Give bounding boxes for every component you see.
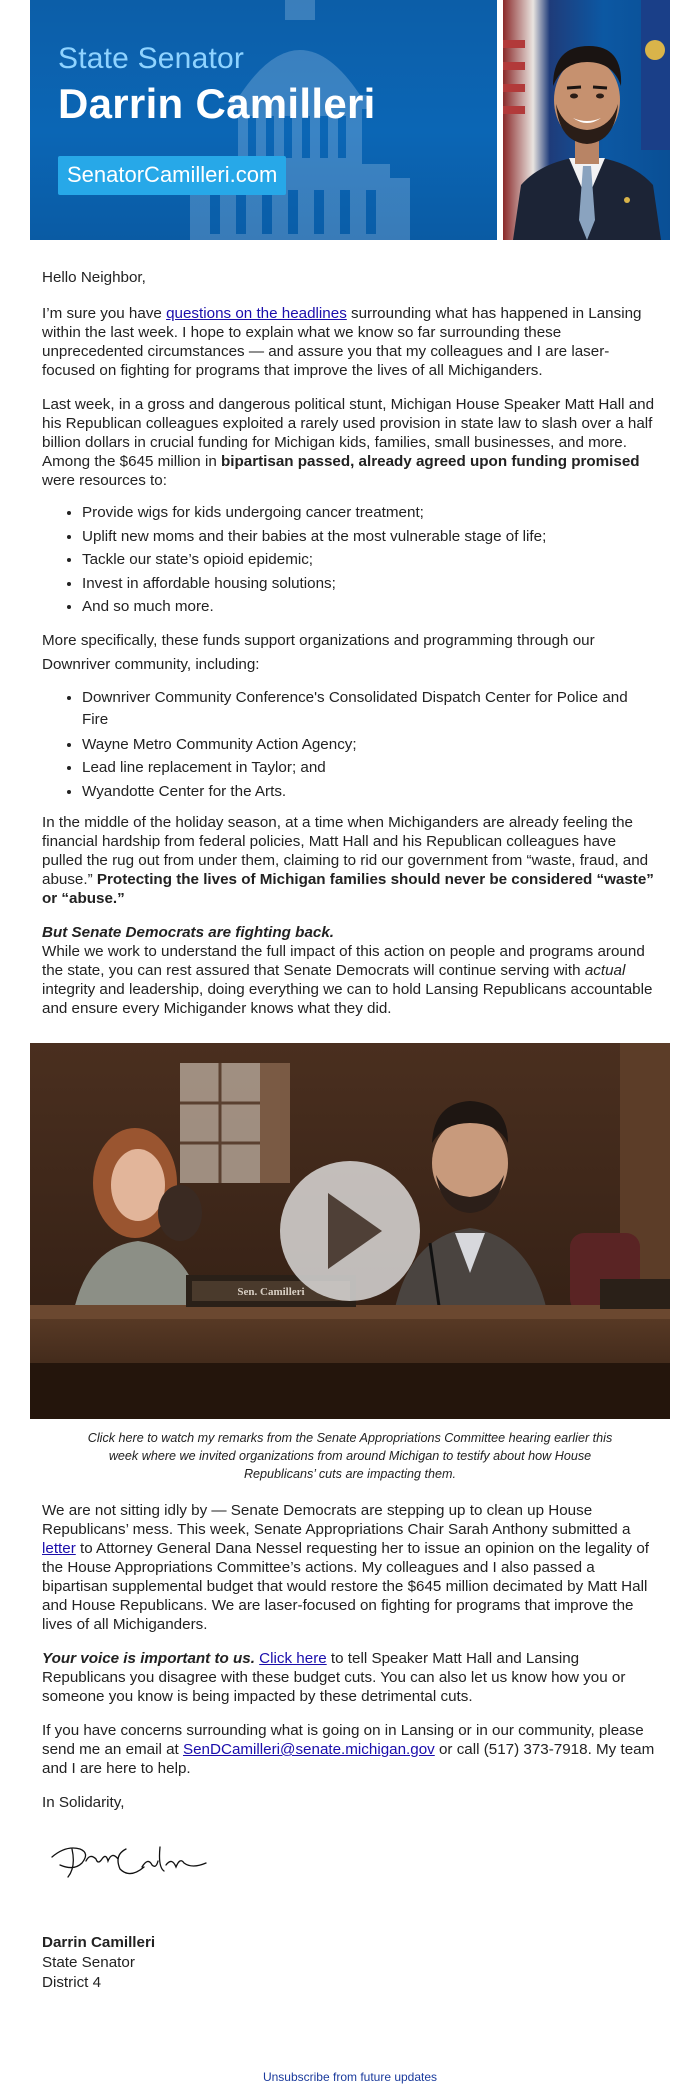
paragraph-fighting-back — [42, 923, 658, 1018]
closing: In Solidarity, — [42, 1794, 125, 1811]
fighting-back-heading: But Senate Democrats are fighting back. — [42, 924, 335, 941]
list-item: • Wyandotte Center for the Arts. — [82, 782, 658, 802]
email-link[interactable]: SenDCamilleri@senate.michigan.gov — [182, 1741, 435, 1758]
p5-text2: integrity and leadership, doing everything we can to hold Lansing Republicans accountable and ensure every Michigander knows what they did. — [42, 981, 653, 1017]
greeting: Hello Neighbor, — [42, 269, 146, 286]
p7-after: to tell Speaker Matt Hall and Lansing Republicans you disagree with these budget cuts. You can also let us know how you or someone you know is being impacted by these detrimental cuts. — [42, 1650, 626, 1705]
paragraph-cleanup — [42, 1501, 658, 1634]
handwritten-signature — [46, 1827, 658, 1889]
footer — [0, 2070, 700, 2084]
senator-portrait — [503, 0, 670, 240]
list-item: • Wayne Metro Community Action Agency; — [82, 735, 658, 755]
p2-after: were resources to: — [42, 472, 167, 489]
list-item: • Uplift new moms and their babies at the most vulnerable stage of life; — [82, 527, 658, 547]
signature-image — [46, 1827, 216, 1889]
video-thumbnail[interactable] — [30, 1043, 670, 1419]
signature-district: District 4 — [42, 1974, 102, 1991]
p8-before: If you have concerns surrounding what is going on in Lansing or in our community, please send me an email at — [42, 1722, 644, 1758]
p4-bold: Protecting the lives of Michigan families should never be considered “waste” or “abuse.” — [42, 871, 654, 907]
capitol-background — [30, 0, 497, 240]
header-banner — [30, 0, 670, 240]
paragraph-holiday — [42, 813, 658, 908]
p1-after: surrounding what has happened in Lansing within the last week. I hope to explain what we know so far surrounding these unprecedented circumstances — and assure you that my colleagues and I are laser-focused on fighting for programs that improve the lives of all Michiganders. — [42, 305, 642, 379]
video-caption-text[interactable]: Click here to watch my remarks from the Senate Appropriations Committee hearing earlier this week where we invited organizations from around Michigan to testify about how House Republicans’ cuts are impacting them. — [87, 1431, 613, 1481]
p6-before: We are not sitting idly by — Senate Democrats are stepping up to clean up House Republicans’ mess. This week, Senate Appropriations Chair Sarah Anthony submitted a — [42, 1502, 631, 1538]
paragraph-headlines — [42, 304, 658, 380]
website-button[interactable]: SenatorCamilleri.com — [58, 156, 286, 195]
video-caption[interactable] — [30, 1419, 670, 1483]
paragraph-your-voice — [42, 1649, 658, 1706]
header-kicker: State Senator — [58, 42, 245, 75]
hearing-video-image — [30, 1043, 670, 1419]
headlines-link[interactable]: questions on the headlines — [166, 305, 347, 322]
resources-list — [42, 503, 658, 617]
letter-link[interactable]: letter — [42, 1540, 76, 1557]
list-item: • Tackle our state’s opioid epidemic; — [82, 550, 658, 570]
signature-title: State Senator — [42, 1954, 135, 1971]
letter-body-continued — [30, 1483, 670, 1993]
p5-italic: actual — [584, 962, 626, 979]
p4-text: In the middle of the holiday season, at a time when Michiganders are already feeling the financial hardship from federal policies, Matt Hall and his Republican colleagues have pulled the rug out from under them, claiming to rid our government from “waste, fraud, and abuse.” — [42, 814, 649, 888]
p6-after: to Attorney General Dana Nessel requesting her to issue an opinion on the legality of the House Appropriations Committee’s actions. My colleagues and I also passed a bipartisan supplemental budget that would restore the $645 million decimated by Matt Hall and House Republicans. We are laser-focused on fighting for programs that improve the lives of all Michiganders. — [42, 1540, 650, 1633]
p2-text: Last week, in a gross and dangerous political stunt, Michigan House Speaker Matt Hall and his Republican colleagues exploited a rarely used provision in state law to slash over a half billion dollars in crucial funding for Michigan kids, families, small businesses, and more. Among the $645 million in — [42, 396, 655, 470]
list-item: • Provide wigs for kids undergoing cancer treatment; — [82, 503, 658, 523]
p8-after: or call (517) 373-7918. My team and I are here to help. — [42, 1741, 655, 1777]
header-senator-name: Darrin Camilleri — [58, 80, 376, 127]
unsubscribe-link[interactable]: Unsubscribe from future updates — [262, 2070, 438, 2084]
p1-before: I’m sure you have — [42, 305, 167, 322]
portrait-illustration — [503, 0, 670, 240]
paragraph-cuts — [42, 395, 658, 490]
list-item: • Lead line replacement in Taylor; and — [82, 758, 658, 778]
paragraph-contact — [42, 1721, 658, 1778]
your-voice-heading: Your voice is important to us. — [42, 1650, 255, 1667]
downriver-list — [42, 687, 658, 802]
list-item: • Invest in affordable housing solutions; — [82, 574, 658, 594]
p5-text1: While we work to understand the full impact of this action on people and programs around the state, you can rest assured that Senate Democrats will continue serving with — [42, 943, 645, 979]
signature-name: Darrin Camilleri — [42, 1934, 156, 1951]
click-here-link[interactable]: Click here — [259, 1650, 327, 1667]
list-item: • And so much more. — [82, 597, 658, 617]
p2-bold: bipartisan passed, already agreed upon funding promised — [220, 453, 640, 470]
letter-body — [30, 240, 670, 1018]
paragraph-downriver: More specifically, these funds support organizations and programming through our Downriver community, including: — [42, 631, 595, 673]
nameplate-text: Sen. Camilleri — [237, 1286, 305, 1298]
list-item: • Downriver Community Conference's Consolidated Dispatch Center for Police and Fire — [82, 687, 658, 731]
signature-block — [42, 1933, 658, 1993]
